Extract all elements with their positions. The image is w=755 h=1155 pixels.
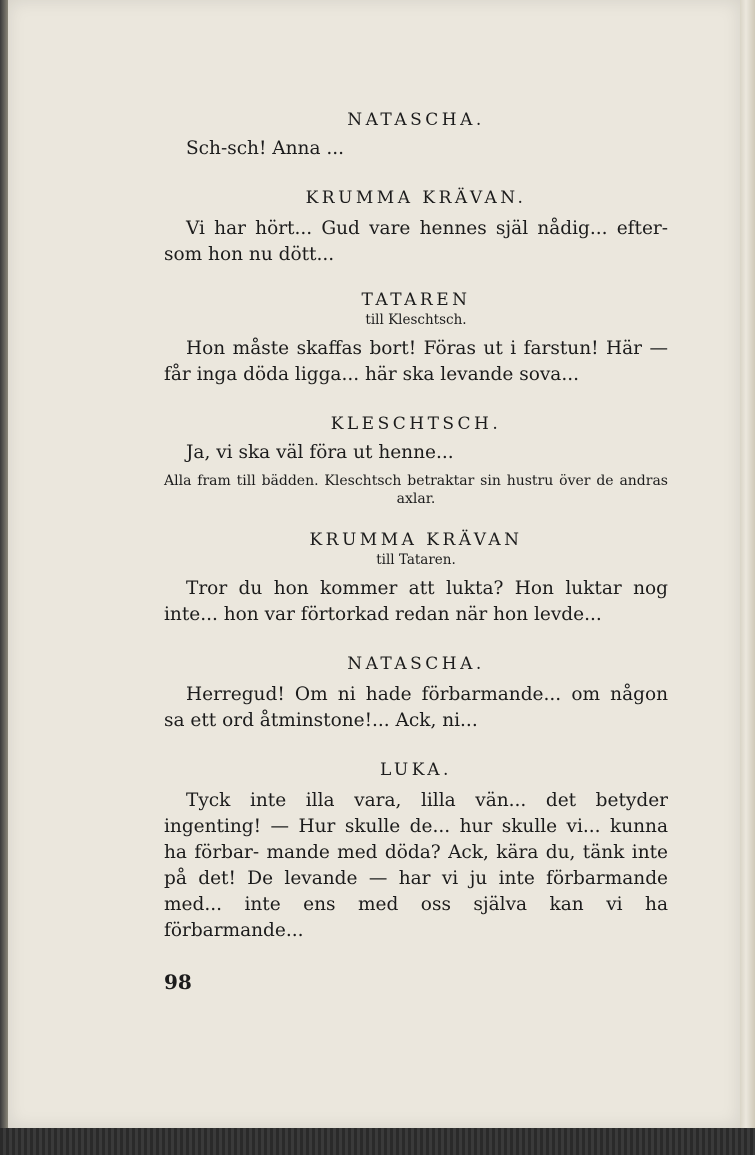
page-edge — [740, 0, 755, 1155]
dialogue-line: Herregud! Om ni hade förbarmande... om någon sa ett ord åtminstone!... Ack, ni... — [164, 684, 668, 731]
speaker-name: KRUMMA KRÄVAN. — [305, 188, 527, 208]
dialogue-block — [164, 414, 668, 508]
dialogue-block — [164, 290, 668, 388]
dialogue-line: Sch-sch! Anna ... — [186, 138, 345, 159]
dialogue-line: Tyck inte illa vara, lilla vän... det betyder ingenting! — Hur skulle de... hur skulle vi... kunna ha förbar- mande med döda? Ack, kära du, tänk inte på det! De levande — har vi ju inte förbarmande med... inte ens med oss själva kan vi ha förbarmande... — [164, 790, 668, 941]
dialogue-line: Ja, vi ska väl föra ut henne... — [186, 442, 454, 463]
speaker-name: NATASCHA. — [347, 110, 485, 130]
dialogue-block — [164, 110, 668, 162]
page-text — [164, 110, 668, 944]
book-spine-shadow — [0, 0, 8, 1155]
speaker-name: KRUMMA KRÄVAN — [309, 530, 523, 550]
dialogue-block — [164, 188, 668, 268]
stage-direction: Alla fram till bädden. Kleschtsch betraktar sin hustru över de andras axlar. — [164, 473, 668, 507]
dialogue-line: Hon måste skaffas bort! Föras ut i farstun! Här — får inga döda ligga... här ska levande sova... — [164, 338, 668, 385]
stage-direction: till Tataren. — [376, 552, 456, 568]
stage-direction: till Kleschtsch. — [365, 312, 467, 328]
bottom-background — [0, 1128, 755, 1155]
speaker-name: NATASCHA. — [347, 654, 485, 674]
speaker-name: KLESCHTSCH. — [330, 414, 502, 434]
page-number: 98 — [164, 970, 192, 994]
dialogue-line: Tror du hon kommer att lukta? Hon luktar nog inte... hon var förtorkad redan när hon levde... — [164, 578, 668, 625]
dialogue-line: Vi har hört... Gud vare hennes själ nådig... efter- som hon nu dött... — [164, 218, 668, 265]
dialogue-block — [164, 654, 668, 734]
dialogue-block — [164, 760, 668, 944]
speaker-name: LUKA. — [380, 760, 452, 780]
dialogue-block — [164, 530, 668, 628]
speaker-name: TATAREN — [361, 290, 471, 310]
